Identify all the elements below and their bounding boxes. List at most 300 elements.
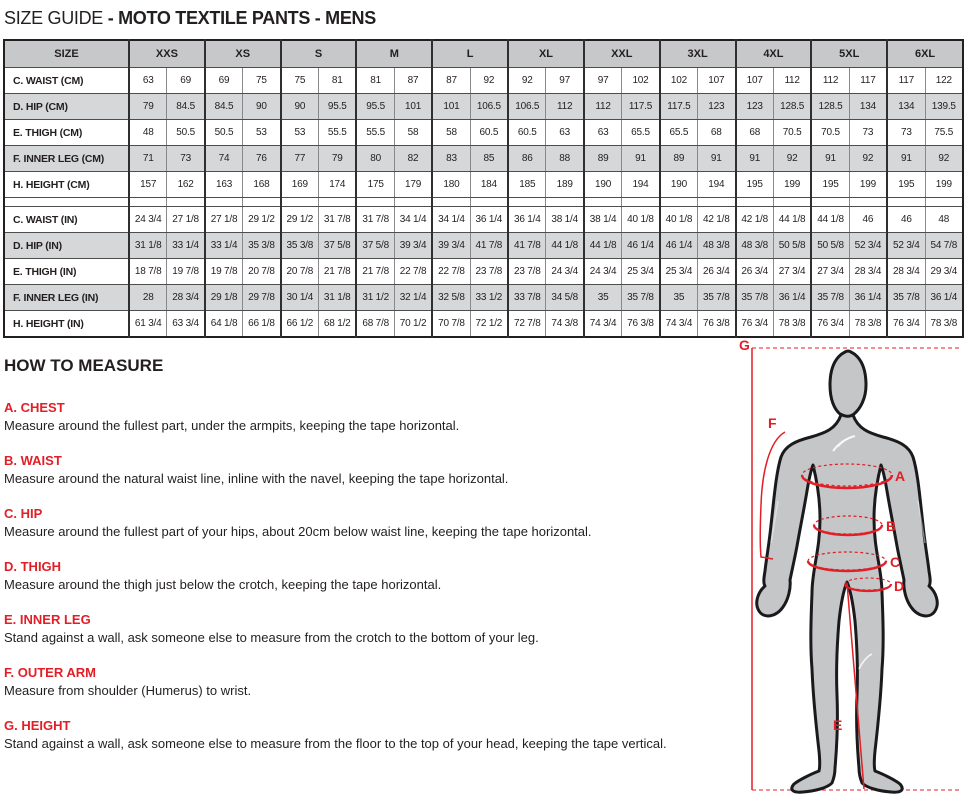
size-value-cell: 24 3/4 <box>129 207 167 233</box>
size-column-header: M <box>356 40 432 68</box>
size-value-cell: 60.5 <box>508 120 546 146</box>
size-value-cell: 76 3/8 <box>698 311 736 338</box>
size-value-cell: 195 <box>811 172 849 198</box>
size-value-cell: 60.5 <box>470 120 508 146</box>
figure-label-g: G <box>739 337 750 353</box>
size-value-cell: 92 <box>470 68 508 94</box>
size-value-cell: 82 <box>394 146 432 172</box>
size-value-cell: 76 3/4 <box>811 311 849 338</box>
size-value-cell: 168 <box>243 172 281 198</box>
size-value-cell: 26 3/4 <box>736 259 774 285</box>
measure-item-text: Stand against a wall, ask someone else to measure from the crotch to the bottom of your leg. <box>4 630 539 645</box>
size-value-cell: 37 5/8 <box>356 233 394 259</box>
size-value-cell: 24 3/4 <box>546 259 584 285</box>
size-value-cell: 184 <box>470 172 508 198</box>
size-value-cell: 27 3/4 <box>811 259 849 285</box>
size-value-cell: 117.5 <box>660 94 698 120</box>
size-value-cell: 36 1/4 <box>508 207 546 233</box>
measure-item-label: F. OUTER ARM <box>4 665 96 680</box>
size-value-cell: 185 <box>508 172 546 198</box>
spacer-cell <box>205 198 243 207</box>
table-row <box>4 68 963 94</box>
size-value-cell: 101 <box>432 94 470 120</box>
table-row <box>4 94 963 120</box>
size-value-cell: 27 3/4 <box>773 259 811 285</box>
size-column-header: 3XL <box>660 40 736 68</box>
size-value-cell: 81 <box>356 68 394 94</box>
head-silhouette <box>830 351 866 416</box>
row-label: C. WAIST (CM) <box>4 68 129 94</box>
size-value-cell: 91 <box>622 146 660 172</box>
spacer-cell <box>356 198 394 207</box>
size-value-cell: 95.5 <box>319 94 357 120</box>
size-value-cell: 91 <box>811 146 849 172</box>
size-value-cell: 40 1/8 <box>660 207 698 233</box>
measure-item-text: Stand against a wall, ask someone else to measure from the floor to the top of your head, keeping the tape vertical. <box>4 736 667 751</box>
size-value-cell: 53 <box>281 120 319 146</box>
spacer-cell <box>508 198 546 207</box>
row-label: F. INNER LEG (CM) <box>4 146 129 172</box>
size-value-cell: 52 3/4 <box>849 233 887 259</box>
measure-item-label: D. THIGH <box>4 559 62 574</box>
size-value-cell: 29 1/8 <box>205 285 243 311</box>
size-value-cell: 19 7/8 <box>167 259 205 285</box>
size-value-cell: 50 5/8 <box>811 233 849 259</box>
measure-item <box>4 453 728 486</box>
size-value-cell: 195 <box>736 172 774 198</box>
size-value-cell: 76 3/8 <box>622 311 660 338</box>
size-value-cell: 88 <box>546 146 584 172</box>
size-value-cell: 28 3/4 <box>849 259 887 285</box>
page-title <box>0 0 967 29</box>
spacer-cell <box>925 198 963 207</box>
size-value-cell: 72 1/2 <box>470 311 508 338</box>
spacer-cell <box>470 198 508 207</box>
page-title-prefix: SIZE GUIDE <box>4 8 108 28</box>
size-value-cell: 69 <box>205 68 243 94</box>
size-value-cell: 35 7/8 <box>622 285 660 311</box>
size-value-cell: 32 1/4 <box>394 285 432 311</box>
spacer-cell <box>4 198 129 207</box>
size-value-cell: 31 1/2 <box>356 285 394 311</box>
size-value-cell: 194 <box>622 172 660 198</box>
size-value-cell: 61 3/4 <box>129 311 167 338</box>
size-value-cell: 40 1/8 <box>622 207 660 233</box>
row-label: H. HEIGHT (IN) <box>4 311 129 338</box>
size-value-cell: 68 7/8 <box>356 311 394 338</box>
measure-item <box>4 612 728 645</box>
size-value-cell: 35 7/8 <box>811 285 849 311</box>
spacer-cell <box>660 198 698 207</box>
size-value-cell: 85 <box>470 146 508 172</box>
spacer-cell <box>622 198 660 207</box>
spacer-cell <box>773 198 811 207</box>
size-value-cell: 107 <box>736 68 774 94</box>
size-value-cell: 36 1/4 <box>849 285 887 311</box>
size-value-cell: 35 3/8 <box>281 233 319 259</box>
spacer-cell <box>281 198 319 207</box>
size-value-cell: 70 1/2 <box>394 311 432 338</box>
size-value-cell: 194 <box>698 172 736 198</box>
table-row <box>4 207 963 233</box>
size-value-cell: 92 <box>508 68 546 94</box>
size-value-cell: 50.5 <box>205 120 243 146</box>
size-value-cell: 53 <box>243 120 281 146</box>
size-table-corner-label: SIZE <box>4 40 129 68</box>
size-value-cell: 123 <box>698 94 736 120</box>
size-value-cell: 27 1/8 <box>205 207 243 233</box>
size-value-cell: 39 3/4 <box>394 233 432 259</box>
size-value-cell: 74 3/4 <box>660 311 698 338</box>
size-value-cell: 31 7/8 <box>319 207 357 233</box>
size-value-cell: 107 <box>698 68 736 94</box>
size-value-cell: 112 <box>773 68 811 94</box>
size-value-cell: 87 <box>432 68 470 94</box>
measure-item-text: Measure around the fullest part, under the armpits, keeping the tape horizontal. <box>4 418 460 433</box>
size-value-cell: 38 1/4 <box>546 207 584 233</box>
row-label: E. THIGH (CM) <box>4 120 129 146</box>
size-value-cell: 19 7/8 <box>205 259 243 285</box>
row-label: F. INNER LEG (IN) <box>4 285 129 311</box>
size-value-cell: 50 5/8 <box>773 233 811 259</box>
size-value-cell: 44 1/8 <box>773 207 811 233</box>
size-value-cell: 24 3/4 <box>584 259 622 285</box>
size-value-cell: 102 <box>622 68 660 94</box>
table-row <box>4 285 963 311</box>
row-label: D. HIP (IN) <box>4 233 129 259</box>
size-value-cell: 199 <box>773 172 811 198</box>
size-value-cell: 78 3/8 <box>849 311 887 338</box>
size-value-cell: 95.5 <box>356 94 394 120</box>
size-value-cell: 34 5/8 <box>546 285 584 311</box>
figure-diagram <box>735 333 965 805</box>
size-value-cell: 55.5 <box>356 120 394 146</box>
size-value-cell: 63 <box>546 120 584 146</box>
size-value-cell: 48 3/8 <box>736 233 774 259</box>
size-value-cell: 69 <box>167 68 205 94</box>
size-value-cell: 33 1/2 <box>470 285 508 311</box>
size-value-cell: 33 1/4 <box>167 233 205 259</box>
size-value-cell: 112 <box>584 94 622 120</box>
size-value-cell: 81 <box>319 68 357 94</box>
spacer-cell <box>167 198 205 207</box>
spacer-cell <box>432 198 470 207</box>
size-value-cell: 97 <box>584 68 622 94</box>
size-value-cell: 92 <box>925 146 963 172</box>
size-value-cell: 22 7/8 <box>394 259 432 285</box>
measure-instructions <box>4 400 728 751</box>
measure-item-text: Measure from shoulder (Humerus) to wrist. <box>4 683 252 698</box>
size-value-cell: 48 3/8 <box>698 233 736 259</box>
size-table-header <box>4 40 963 68</box>
size-value-cell: 44 1/8 <box>811 207 849 233</box>
size-value-cell: 35 3/8 <box>243 233 281 259</box>
size-value-cell: 71 <box>129 146 167 172</box>
size-value-cell: 37 5/8 <box>319 233 357 259</box>
size-value-cell: 90 <box>243 94 281 120</box>
size-value-cell: 75 <box>281 68 319 94</box>
size-value-cell: 134 <box>849 94 887 120</box>
size-value-cell: 122 <box>925 68 963 94</box>
spacer-cell <box>319 198 357 207</box>
size-value-cell: 39 3/4 <box>432 233 470 259</box>
size-value-cell: 38 1/4 <box>584 207 622 233</box>
size-value-cell: 22 7/8 <box>432 259 470 285</box>
measure-item <box>4 718 728 751</box>
spacer-cell <box>887 198 925 207</box>
size-value-cell: 92 <box>849 146 887 172</box>
size-value-cell: 73 <box>849 120 887 146</box>
figure-label-e: E <box>833 717 843 733</box>
size-value-cell: 25 3/4 <box>660 259 698 285</box>
size-value-cell: 35 <box>660 285 698 311</box>
size-value-cell: 48 <box>129 120 167 146</box>
size-value-cell: 29 1/2 <box>243 207 281 233</box>
page-title-product: - MOTO TEXTILE PANTS - MENS <box>107 8 376 28</box>
size-value-cell: 76 <box>243 146 281 172</box>
size-value-cell: 75 <box>243 68 281 94</box>
size-value-cell: 36 1/4 <box>925 285 963 311</box>
size-value-cell: 74 <box>205 146 243 172</box>
size-value-cell: 68 <box>736 120 774 146</box>
measurement-figure-svg <box>735 333 965 805</box>
size-value-cell: 23 7/8 <box>470 259 508 285</box>
body-silhouette <box>757 415 937 792</box>
size-value-cell: 117 <box>887 68 925 94</box>
measure-item <box>4 400 728 433</box>
size-value-cell: 33 1/4 <box>205 233 243 259</box>
figure-label-c: C <box>890 554 901 570</box>
size-value-cell: 46 1/4 <box>660 233 698 259</box>
size-value-cell: 79 <box>129 94 167 120</box>
spacer-cell <box>394 198 432 207</box>
row-label: E. THIGH (IN) <box>4 259 129 285</box>
size-column-header: XXS <box>129 40 205 68</box>
size-value-cell: 34 1/4 <box>394 207 432 233</box>
spacer-cell <box>546 198 584 207</box>
size-value-cell: 70.5 <box>811 120 849 146</box>
size-value-cell: 72 7/8 <box>508 311 546 338</box>
size-value-cell: 54 7/8 <box>925 233 963 259</box>
size-column-header: XXL <box>584 40 660 68</box>
size-value-cell: 55.5 <box>319 120 357 146</box>
size-value-cell: 68 1/2 <box>319 311 357 338</box>
size-value-cell: 42 1/8 <box>698 207 736 233</box>
size-value-cell: 29 7/8 <box>243 285 281 311</box>
size-value-cell: 34 1/4 <box>432 207 470 233</box>
size-value-cell: 36 1/4 <box>470 207 508 233</box>
figure-label-a: A <box>895 468 906 484</box>
measure-item <box>4 665 728 698</box>
size-table <box>3 39 964 338</box>
size-value-cell: 63 <box>584 120 622 146</box>
size-value-cell: 50.5 <box>167 120 205 146</box>
size-value-cell: 162 <box>167 172 205 198</box>
size-value-cell: 66 1/8 <box>243 311 281 338</box>
table-spacer-row <box>4 198 963 207</box>
size-value-cell: 58 <box>394 120 432 146</box>
size-value-cell: 35 7/8 <box>887 285 925 311</box>
size-value-cell: 175 <box>356 172 394 198</box>
size-value-cell: 20 7/8 <box>281 259 319 285</box>
measure-item-label: A. CHEST <box>4 400 65 415</box>
size-value-cell: 29 3/4 <box>925 259 963 285</box>
row-label: H. HEIGHT (CM) <box>4 172 129 198</box>
size-value-cell: 92 <box>773 146 811 172</box>
spacer-cell <box>243 198 281 207</box>
size-value-cell: 74 3/4 <box>584 311 622 338</box>
size-value-cell: 199 <box>925 172 963 198</box>
table-row <box>4 259 963 285</box>
size-value-cell: 42 1/8 <box>736 207 774 233</box>
measure-item-label: C. HIP <box>4 506 43 521</box>
table-row <box>4 146 963 172</box>
row-label: D. HIP (CM) <box>4 94 129 120</box>
size-value-cell: 180 <box>432 172 470 198</box>
size-value-cell: 112 <box>811 68 849 94</box>
size-value-cell: 157 <box>129 172 167 198</box>
table-row <box>4 172 963 198</box>
size-column-header: 4XL <box>736 40 812 68</box>
how-to-measure-heading: HOW TO MEASURE <box>4 356 164 375</box>
spacer-cell <box>736 198 774 207</box>
size-value-cell: 87 <box>394 68 432 94</box>
size-value-cell: 90 <box>281 94 319 120</box>
measure-item-label: B. WAIST <box>4 453 62 468</box>
figure-label-b: B <box>886 518 897 534</box>
size-value-cell: 35 7/8 <box>698 285 736 311</box>
size-value-cell: 31 1/8 <box>129 233 167 259</box>
spacer-cell <box>811 198 849 207</box>
size-value-cell: 73 <box>167 146 205 172</box>
size-value-cell: 89 <box>660 146 698 172</box>
size-value-cell: 28 3/4 <box>887 259 925 285</box>
size-value-cell: 28 <box>129 285 167 311</box>
size-value-cell: 21 7/8 <box>319 259 357 285</box>
size-value-cell: 63 3/4 <box>167 311 205 338</box>
size-value-cell: 91 <box>698 146 736 172</box>
size-value-cell: 41 7/8 <box>470 233 508 259</box>
size-value-cell: 20 7/8 <box>243 259 281 285</box>
size-column-header: XL <box>508 40 584 68</box>
size-value-cell: 75.5 <box>925 120 963 146</box>
size-value-cell: 41 7/8 <box>508 233 546 259</box>
size-value-cell: 35 <box>584 285 622 311</box>
size-value-cell: 18 7/8 <box>129 259 167 285</box>
table-row <box>4 120 963 146</box>
size-value-cell: 195 <box>887 172 925 198</box>
size-value-cell: 134 <box>887 94 925 120</box>
measure-item-text: Measure around the natural waist line, inline with the navel, keeping the tape horizontal. <box>4 471 509 486</box>
size-value-cell: 123 <box>736 94 774 120</box>
size-value-cell: 73 <box>887 120 925 146</box>
size-value-cell: 83 <box>432 146 470 172</box>
size-value-cell: 86 <box>508 146 546 172</box>
size-value-cell: 76 3/4 <box>887 311 925 338</box>
size-value-cell: 28 3/4 <box>167 285 205 311</box>
size-column-header: L <box>432 40 508 68</box>
size-value-cell: 89 <box>584 146 622 172</box>
size-column-header: XS <box>205 40 281 68</box>
size-value-cell: 52 3/4 <box>887 233 925 259</box>
size-value-cell: 117 <box>849 68 887 94</box>
figure-label-d: D <box>894 578 905 594</box>
size-value-cell: 84.5 <box>167 94 205 120</box>
size-column-header: 6XL <box>887 40 963 68</box>
size-value-cell: 77 <box>281 146 319 172</box>
size-value-cell: 35 7/8 <box>736 285 774 311</box>
size-value-cell: 117.5 <box>622 94 660 120</box>
size-value-cell: 199 <box>849 172 887 198</box>
size-value-cell: 36 1/4 <box>773 285 811 311</box>
size-value-cell: 27 1/8 <box>167 207 205 233</box>
size-value-cell: 190 <box>660 172 698 198</box>
size-value-cell: 102 <box>660 68 698 94</box>
size-value-cell: 190 <box>584 172 622 198</box>
measure-item <box>4 559 728 592</box>
measure-item-text: Measure around the fullest part of your hips, about 20cm below waist line, keeping the tape horizontal. <box>4 524 592 539</box>
size-value-cell: 179 <box>394 172 432 198</box>
spacer-cell <box>129 198 167 207</box>
size-value-cell: 91 <box>887 146 925 172</box>
size-value-cell: 29 1/2 <box>281 207 319 233</box>
size-value-cell: 80 <box>356 146 394 172</box>
size-value-cell: 31 1/8 <box>319 285 357 311</box>
size-value-cell: 78 3/8 <box>925 311 963 338</box>
size-value-cell: 76 3/4 <box>736 311 774 338</box>
measure-item-label: E. INNER LEG <box>4 612 91 627</box>
size-value-cell: 23 7/8 <box>508 259 546 285</box>
size-value-cell: 64 1/8 <box>205 311 243 338</box>
size-value-cell: 78 3/8 <box>773 311 811 338</box>
size-value-cell: 46 <box>887 207 925 233</box>
size-value-cell: 189 <box>546 172 584 198</box>
size-value-cell: 44 1/8 <box>546 233 584 259</box>
size-value-cell: 65.5 <box>660 120 698 146</box>
size-value-cell: 68 <box>698 120 736 146</box>
size-value-cell: 58 <box>432 120 470 146</box>
row-label: C. WAIST (IN) <box>4 207 129 233</box>
size-value-cell: 70 7/8 <box>432 311 470 338</box>
size-value-cell: 174 <box>319 172 357 198</box>
size-value-cell: 63 <box>129 68 167 94</box>
size-value-cell: 163 <box>205 172 243 198</box>
spacer-cell <box>698 198 736 207</box>
measure-item-label: G. HEIGHT <box>4 718 71 733</box>
size-value-cell: 106.5 <box>470 94 508 120</box>
size-value-cell: 66 1/2 <box>281 311 319 338</box>
size-value-cell: 25 3/4 <box>622 259 660 285</box>
size-value-cell: 79 <box>319 146 357 172</box>
measure-item <box>4 506 728 539</box>
size-value-cell: 70.5 <box>773 120 811 146</box>
size-value-cell: 112 <box>546 94 584 120</box>
size-value-cell: 65.5 <box>622 120 660 146</box>
size-value-cell: 128.5 <box>811 94 849 120</box>
size-table-body <box>4 68 963 338</box>
size-column-header: S <box>281 40 357 68</box>
size-value-cell: 101 <box>394 94 432 120</box>
size-column-header: 5XL <box>811 40 887 68</box>
size-value-cell: 46 <box>849 207 887 233</box>
size-value-cell: 31 7/8 <box>356 207 394 233</box>
size-value-cell: 84.5 <box>205 94 243 120</box>
size-value-cell: 91 <box>736 146 774 172</box>
size-value-cell: 97 <box>546 68 584 94</box>
size-value-cell: 44 1/8 <box>584 233 622 259</box>
table-row <box>4 233 963 259</box>
size-value-cell: 33 7/8 <box>508 285 546 311</box>
